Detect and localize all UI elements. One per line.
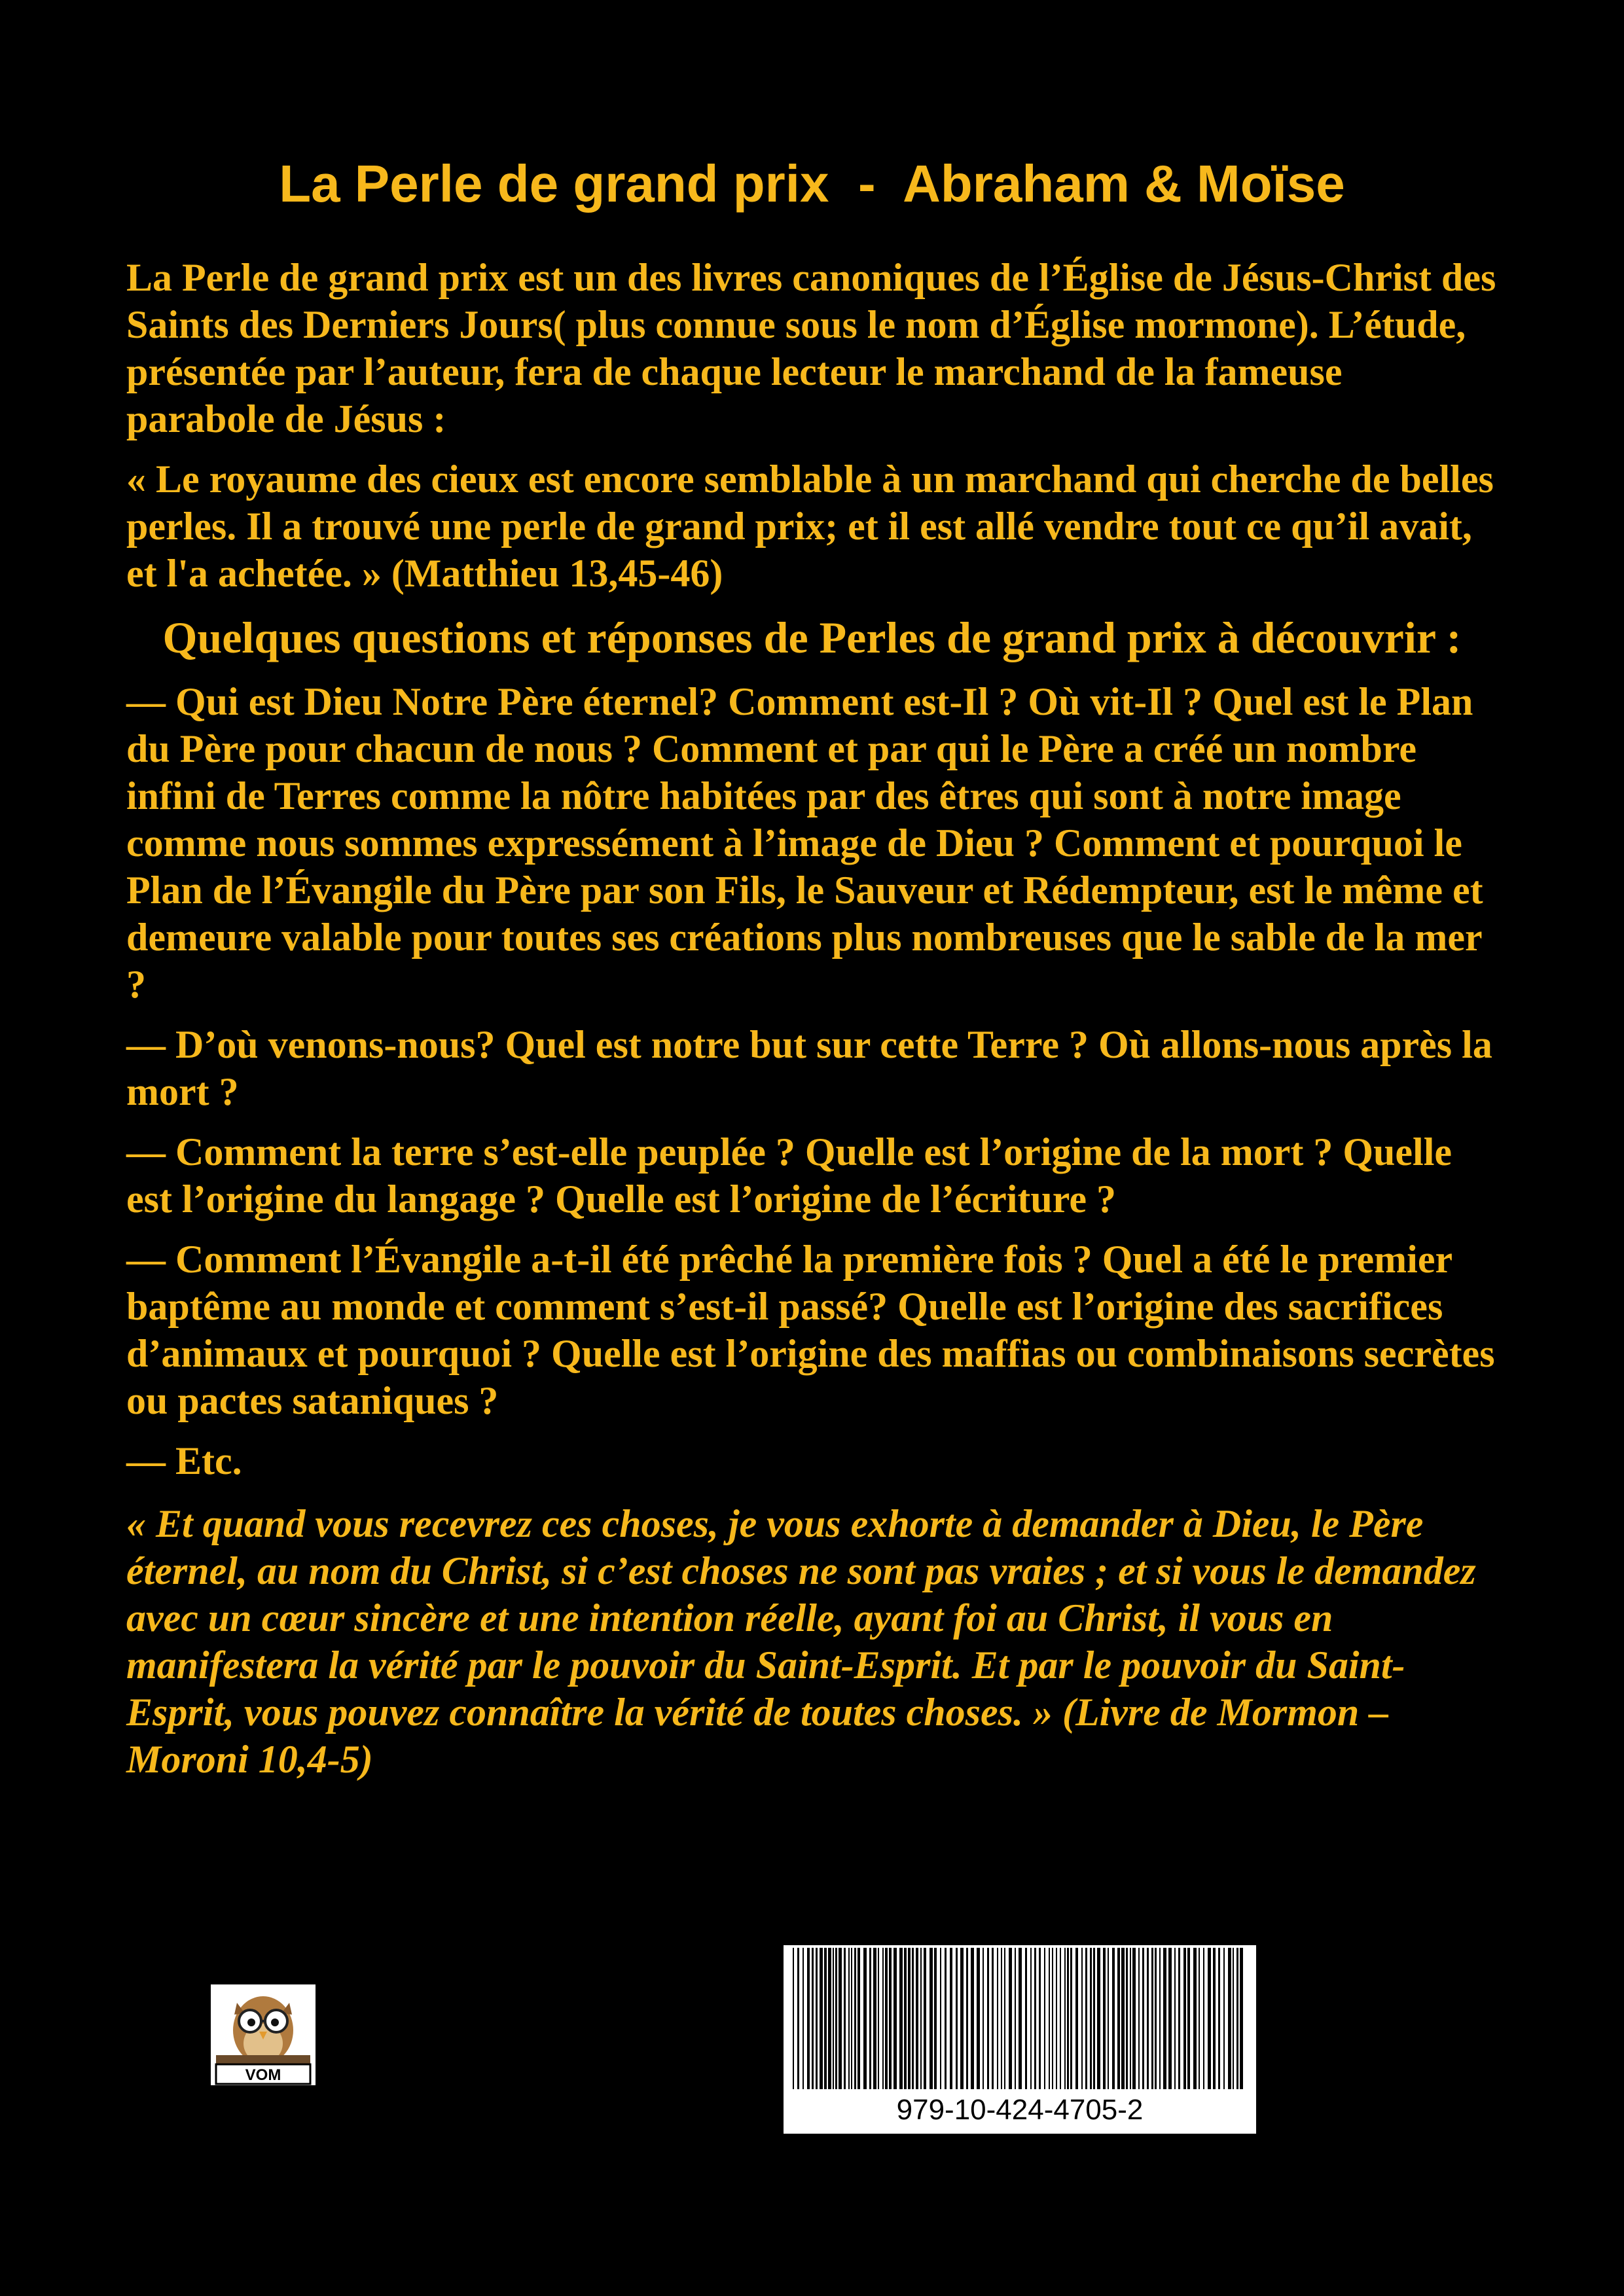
barcode-bar	[835, 1948, 837, 2089]
barcode-bar	[908, 1948, 911, 2089]
barcode-bar	[971, 1948, 974, 2089]
barcode-bar	[899, 1948, 903, 2089]
barcode-bar	[857, 1948, 860, 2089]
barcode-bar	[1019, 1948, 1022, 2089]
barcode-bar	[1009, 1948, 1012, 2089]
barcode-bar	[1126, 1948, 1128, 2089]
barcode-bar	[854, 1948, 856, 2089]
publisher-logo	[211, 1984, 316, 2085]
barcode-bar	[1183, 1948, 1186, 2089]
barcode-bar	[1030, 1948, 1032, 2089]
barcode-bar	[828, 1948, 831, 2089]
barcode-bar	[997, 1948, 998, 2089]
barcode-bar	[1155, 1948, 1157, 2089]
barcode-bar	[1097, 1948, 1100, 2089]
barcode-icon	[784, 1945, 1256, 2090]
barcode-bar	[1228, 1948, 1231, 2089]
barcode-bar	[1103, 1948, 1106, 2089]
barcode-bar	[987, 1948, 989, 2089]
barcode-bar	[1130, 1948, 1131, 2089]
logo-text: VOM	[245, 2066, 281, 2084]
barcode-bar	[844, 1948, 846, 2089]
barcode-bar	[893, 1948, 897, 2089]
question-paragraph-3: — Comment la terre s’est-elle peuplée ? Quelle est l’origine de la mort ? Quelle est l’origine du langage ? Quelle est l’origine de l’écriture ?	[126, 1130, 1453, 1221]
barcode-bar	[816, 1948, 818, 2089]
barcode-bar	[797, 1948, 799, 2089]
barcode-bar	[1034, 1948, 1036, 2089]
barcode-bar	[1142, 1948, 1144, 2089]
barcode-bar	[1090, 1948, 1092, 2089]
question-paragraph-2: — D’où venons-nous? Quel est notre but sur cette Terre ? Où allons-nous après la mort ?	[126, 1023, 1492, 1113]
barcode-bar	[1240, 1948, 1243, 2089]
barcode-bar	[1108, 1948, 1109, 2089]
barcode-bar	[983, 1948, 984, 2089]
barcode-bar	[934, 1948, 937, 2089]
barcode-bar	[793, 1948, 794, 2089]
barcode-bar	[1060, 1948, 1061, 2089]
owl-icon	[211, 1984, 316, 2085]
closing-quote: « Et quand vous recevrez ces choses, je vous exhorte à demander à Dieu, le Père éternel, au nom du Christ, si c’est choses ne sont pas vraies ; et si vous le demandez avec un cœur sincère et une intention réelle, ayant foi au Christ, il vous en manifestera la vérité par le pouvoir du Saint-Esprit. Et par le pouvoir du Saint-Esprit, vous pouvez connaître la vérité de toutes choses. » (Livre de Mormon – Moroni 10,4-5)	[126, 1502, 1476, 1781]
barcode-bar	[1081, 1948, 1083, 2089]
barcode-bar	[960, 1948, 964, 2089]
barcode-bar	[904, 1948, 907, 2089]
barcode-bar	[1236, 1948, 1238, 2089]
barcode-bar	[803, 1948, 804, 2089]
barcode-bar	[873, 1948, 876, 2089]
barcode-bar	[882, 1948, 884, 2089]
barcode-bar	[1025, 1948, 1027, 2089]
barcode-bar	[1233, 1948, 1234, 2089]
barcode-bar	[878, 1948, 879, 2089]
barcode-bar	[1218, 1948, 1220, 2089]
barcode-bar	[1159, 1948, 1161, 2089]
cover-body	[126, 254, 1498, 1796]
barcode-bar	[920, 1948, 922, 2089]
barcode-bar	[956, 1948, 958, 2089]
barcode-bar	[1178, 1948, 1180, 2089]
barcode-bar	[1004, 1948, 1005, 2089]
barcode-bar	[848, 1948, 850, 2089]
barcode-bar	[1064, 1948, 1066, 2089]
barcode-bar	[1075, 1948, 1078, 2089]
barcode-bar	[1056, 1948, 1057, 2089]
barcode-bar	[950, 1948, 952, 2089]
barcode-bar	[1138, 1948, 1140, 2089]
barcode-bar	[812, 1948, 814, 2089]
barcode-bar	[1052, 1948, 1053, 2089]
barcode-bar	[1151, 1948, 1153, 2089]
barcode-bar	[1213, 1948, 1216, 2089]
barcode-bar	[1208, 1948, 1211, 2089]
barcode-bar	[889, 1948, 892, 2089]
barcode-bar	[940, 1948, 941, 2089]
barcode-bar	[977, 1948, 980, 2089]
barcode-bar	[869, 1948, 871, 2089]
barcode-bar	[1044, 1948, 1045, 2089]
barcode-bar	[820, 1948, 823, 2089]
barcode-bar	[1121, 1948, 1125, 2089]
barcode-bar	[1163, 1948, 1166, 2089]
isbn-number: 979-10-424-4705-2	[784, 2090, 1256, 2130]
barcode-bar	[807, 1948, 810, 2089]
barcode-bar	[1223, 1948, 1225, 2089]
barcode-bar	[1015, 1948, 1016, 2089]
barcode-bar	[1093, 1948, 1095, 2089]
intro-paragraph: La Perle de grand prix est un des livres canoniques de l’Église de Jésus-Christ des Saints des Derniers Jours( plus connue sous le nom d’Église mormone). L’étude, présentée par l’auteur, fera de chaque lecteur le marchand de la fameuse parabole de Jésus :	[126, 256, 1496, 440]
barcode-bar	[824, 1948, 827, 2089]
barcode-bar	[1147, 1948, 1149, 2089]
barcode-bar	[1117, 1948, 1120, 2089]
barcode-bar	[1049, 1948, 1050, 2089]
barcode-bar	[885, 1948, 888, 2089]
barcode-bar	[1001, 1948, 1002, 2089]
barcode-bar	[1039, 1948, 1041, 2089]
barcode-bar	[1203, 1948, 1204, 2089]
barcode-bar	[1070, 1948, 1072, 2089]
barcode-bar	[929, 1948, 933, 2089]
question-paragraph-1: — Qui est Dieu Notre Père éternel? Comment est-Il ? Où vit-Il ? Quel est le Plan du Père pour chacun de nous ? Comment et par qui le Père a créé un nombre infini de Terres comme la nôtre habitées par des êtres qui sont à notre image comme nous sommes expressément à l’image de Dieu ? Comment et pourquoi le Plan de l’Évangile du Père par son Fils, le Sauveur et Rédempteur, est le même et demeure valable pour toutes ses créations plus nombreuses que le sable de la mer ?	[126, 680, 1483, 1006]
barcode-bar	[1132, 1948, 1136, 2089]
barcode-bar	[1199, 1948, 1200, 2089]
barcode-bar	[851, 1948, 852, 2089]
barcode-bar	[863, 1948, 867, 2089]
barcode-bar	[916, 1948, 918, 2089]
barcode-bar	[966, 1948, 968, 2089]
barcode-bar	[1168, 1948, 1172, 2089]
barcode-bar	[1174, 1948, 1176, 2089]
barcode-bar	[1112, 1948, 1115, 2089]
questions-heading: Quelques questions et réponses de Perles de grand prix à découvrir :	[162, 613, 1462, 662]
barcode-bar	[839, 1948, 842, 2089]
cover-title: La Perle de grand prix - Abraham & Moïse	[279, 154, 1345, 213]
barcode-bar	[1187, 1948, 1190, 2089]
etc-paragraph: — Etc.	[126, 1439, 242, 1482]
barcode-bar	[833, 1948, 834, 2089]
barcode-bar	[1067, 1948, 1069, 2089]
barcode-bar	[1193, 1948, 1197, 2089]
question-paragraph-4: — Comment l’Évangile a-t-il été prêché la première fois ? Quel a été le premier baptême au monde et comment s’est-il passé? Quelle est l’origine des sacrifices d’animaux et pourquoi ? Quelle est l’origine des maffias ou combinaisons secrètes ou pactes sataniques ?	[126, 1238, 1495, 1422]
barcode-bar	[912, 1948, 914, 2089]
barcode-bar	[945, 1948, 947, 2089]
barcode-bar	[924, 1948, 926, 2089]
barcode-bar	[992, 1948, 994, 2089]
isbn-barcode	[784, 1945, 1256, 2134]
parable-quote: « Le royaume des cieux est encore semblable à un marchand qui cherche de belles perles. Il a trouvé une perle de grand prix; et il est allé vendre tout ce qu’il avait, et l'a achetée. » (Matthieu 13,45-46)	[126, 457, 1494, 595]
barcode-bar	[1085, 1948, 1087, 2089]
